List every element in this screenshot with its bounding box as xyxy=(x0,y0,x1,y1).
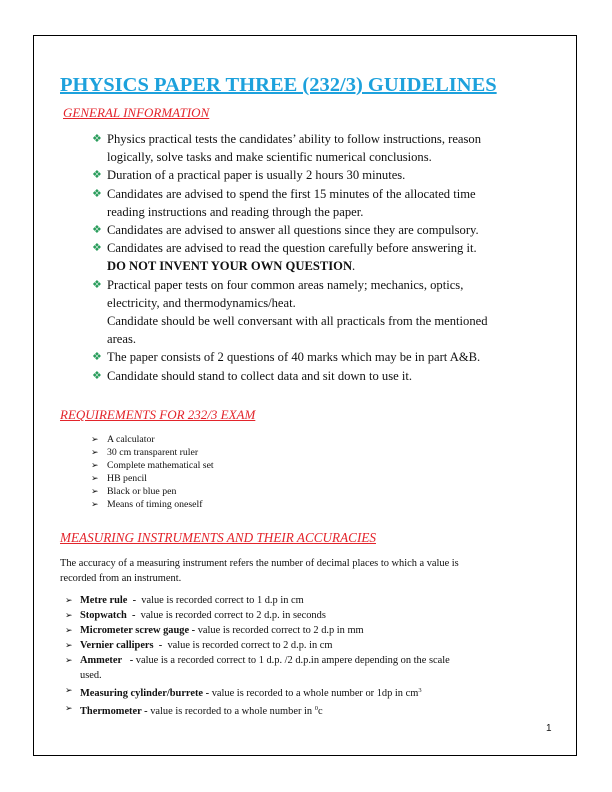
arrow-bullet-icon: ➢ xyxy=(91,486,99,496)
diamond-bullet-icon: ❖ xyxy=(92,278,102,291)
instrument-accuracy: value is recorded correct to 1 d.p in cm xyxy=(141,595,304,606)
item-text: Complete mathematical set xyxy=(107,460,214,471)
list-item xyxy=(65,683,450,701)
arrow-bullet-icon: ➢ xyxy=(91,473,99,483)
diamond-bullet-icon: ❖ xyxy=(92,187,102,200)
diamond-bullet-icon: ❖ xyxy=(92,369,102,382)
instrument-name: Micrometer screw gauge xyxy=(80,625,190,636)
instrument-accuracy: value is recorded correct to 2 d.p. in cm xyxy=(167,640,333,651)
superscript: 0 xyxy=(314,705,318,712)
emphasis-line xyxy=(107,257,562,275)
list-item xyxy=(92,367,562,385)
intro-line: The accuracy of a measuring instrument refers the number of decimal places to which a value is xyxy=(60,558,459,569)
separator: - xyxy=(203,688,212,699)
item-line: Practical paper tests on four common areas namely; mechanics, optics, xyxy=(107,277,464,292)
diamond-bullet-icon: ❖ xyxy=(92,224,102,237)
arrow-bullet-icon: ➢ xyxy=(65,703,73,713)
section-heading-instruments: MEASURING INSTRUMENTS AND THEIR ACCURACIES xyxy=(60,530,377,545)
separator: - xyxy=(189,625,198,636)
instrument-accuracy: value is a recorded correct to 1 d.p. /2 d.p.in ampere depending on the scale xyxy=(135,655,450,666)
item-line: Physics practical tests the candidates’ ability to follow instructions, reason xyxy=(107,132,481,146)
diamond-bullet-icon: ❖ xyxy=(92,351,102,364)
item-text: Means of timing oneself xyxy=(107,499,203,510)
item-line: Candidate should be well conversant with all practicals from the mentioned xyxy=(107,314,488,329)
instrument-name: Metre rule xyxy=(80,595,128,606)
unit-suffix: c xyxy=(317,706,323,717)
list-item xyxy=(91,446,214,459)
general-info-list xyxy=(92,130,562,385)
item-line: Candidates are advised to read the question carefully before answering it. xyxy=(107,241,477,256)
instrument-name: Thermometer xyxy=(80,706,142,717)
arrow-bullet-icon: ➢ xyxy=(65,610,73,620)
instrument-accuracy: value is recorded correct to 2 d.p in mm xyxy=(197,625,364,636)
arrow-bullet-icon: ➢ xyxy=(91,434,99,444)
list-item xyxy=(65,638,450,653)
instruments-list xyxy=(65,593,450,719)
list-item xyxy=(91,459,214,472)
item-line: electricity, and thermodynamics/heat. xyxy=(107,295,296,310)
item-line: Candidate should stand to collect data and sit down to use it. xyxy=(107,368,412,383)
item-text: 30 cm transparent ruler xyxy=(107,447,199,458)
arrow-bullet-icon: ➢ xyxy=(65,595,73,605)
emphasis-suffix: . xyxy=(352,259,356,274)
separator: - xyxy=(153,640,168,651)
list-item xyxy=(65,593,450,608)
arrow-bullet-icon: ➢ xyxy=(65,655,73,665)
page-title: PHYSICS PAPER THREE (232/3) GUIDELINES xyxy=(60,74,497,96)
list-item xyxy=(92,166,562,184)
instrument-name: Vernier callipers xyxy=(80,640,154,651)
arrow-bullet-icon: ➢ xyxy=(91,447,99,457)
list-item xyxy=(92,185,562,221)
instrument-name: Stopwatch xyxy=(80,610,127,621)
intro-line: recorded from an instrument. xyxy=(60,573,182,584)
arrow-bullet-icon: ➢ xyxy=(65,640,73,650)
item-text: A calculator xyxy=(107,434,155,445)
continuation-line: used. xyxy=(80,670,102,681)
item-line: logically, solve tasks and make scientific numerical conclusions. xyxy=(107,150,432,165)
emphasis-text: DO NOT INVENT YOUR OWN QUESTION xyxy=(107,259,353,274)
list-item xyxy=(91,433,214,446)
instrument-accuracy: value is recorded to a whole number or 1dp in cm xyxy=(211,688,419,699)
instrument-name: Measuring cylinder/burrete xyxy=(80,688,204,699)
item-line: The paper consists of 2 questions of 40 marks which may be in part A&B. xyxy=(107,350,481,365)
item-line: areas. xyxy=(107,332,137,347)
list-item xyxy=(91,498,214,511)
arrow-bullet-icon: ➢ xyxy=(91,499,99,509)
requirements-list xyxy=(91,433,214,511)
list-item xyxy=(92,348,562,366)
item-text: HB pencil xyxy=(107,473,147,484)
list-item xyxy=(65,653,450,683)
section-heading-general: GENERAL INFORMATION xyxy=(63,105,210,120)
list-item xyxy=(91,472,214,485)
separator: - xyxy=(141,706,151,717)
page-number: 1 xyxy=(546,723,552,734)
section-heading-requirements: REQUIREMENTS FOR 232/3 EXAM xyxy=(60,407,256,422)
list-item xyxy=(92,221,562,239)
diamond-bullet-icon: ❖ xyxy=(92,133,102,145)
item-line: Candidates are advised to answer all questions since they are compulsory. xyxy=(107,223,479,238)
list-item xyxy=(92,276,562,349)
arrow-bullet-icon: ➢ xyxy=(65,625,73,635)
item-line: Candidates are advised to spend the first 15 minutes of the allocated time xyxy=(107,186,476,201)
list-item xyxy=(65,701,450,719)
separator: - xyxy=(121,655,136,666)
diamond-bullet-icon: ❖ xyxy=(92,169,102,182)
separator: - xyxy=(127,595,142,606)
diamond-bullet-icon: ❖ xyxy=(92,242,102,255)
arrow-bullet-icon: ➢ xyxy=(65,685,73,695)
item-line: Duration of a practical paper is usually 2 hours 30 minutes. xyxy=(107,168,406,183)
instrument-accuracy: value is recorded to a whole number in xyxy=(150,706,315,717)
list-item xyxy=(91,485,214,498)
item-line: reading instructions and reading through the paper. xyxy=(107,204,364,219)
superscript: 3 xyxy=(418,687,422,694)
instruments-intro xyxy=(60,556,459,586)
item-text: Black or blue pen xyxy=(107,486,177,497)
list-item xyxy=(92,130,562,166)
list-item xyxy=(65,623,450,638)
instrument-name: Ammeter xyxy=(80,655,122,666)
list-item xyxy=(65,608,450,623)
list-item xyxy=(92,239,562,275)
separator: - xyxy=(126,610,141,621)
instrument-accuracy: value is recorded correct to 2 d.p. in seconds xyxy=(140,610,326,621)
arrow-bullet-icon: ➢ xyxy=(91,460,99,470)
